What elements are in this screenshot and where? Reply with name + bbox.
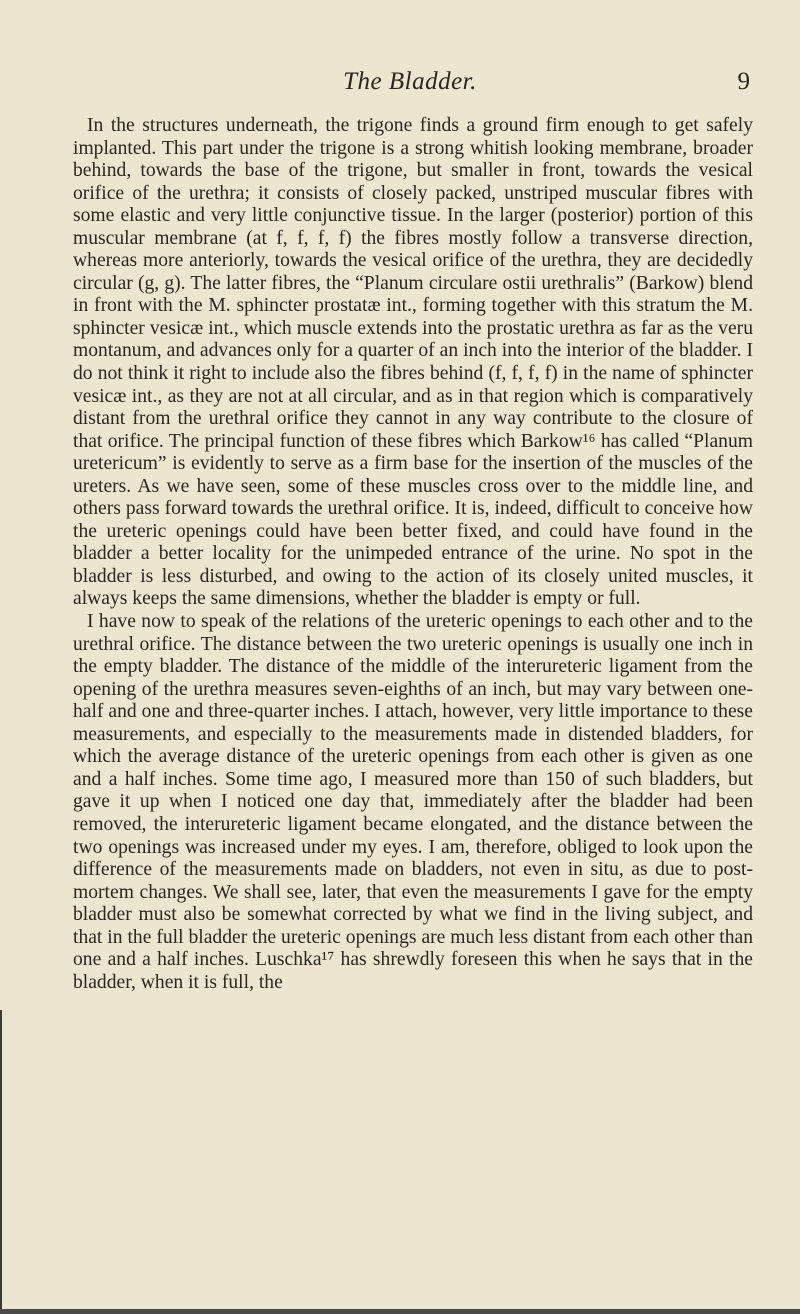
page-edge-shadow [0, 1010, 2, 1314]
paragraph: I have now to speak of the relations of the ureteric openings to each other and to the urethral orifice. The distance between the two ureteric openings is usually one inch in the empty bladder. The distance of the middle of the interureteric ligament from the opening of the urethra measures seven-eighths of an inch, but may vary between one-half and one and three-quarter inches. I attach, however, very little importance to these measurements, and especially to the measurements made in distended bladders, for which the average distance of the ureteric openings from each other is given as one and a half inches. Some time ago, I measured more than 150 of such bladders, but gave it up when I noticed one day that, immediately after the bladder had been removed, the interureteric ligament became elongated, and the distance between the two openings was increased under my eyes. I am, therefore, obliged to look upon the difference of the measurements made on bladders, not even in situ, as due to post-mortem changes. We shall see, later, that even the measurements I gave for the empty bladder must also be somewhat corrected by what we find in the living subject, and that in the full bladder the ureteric openings are much less distant from each other than one and a half inches. Luschka¹⁷ has shrewdly foreseen this when he says that in the bladder, when it is full, the [73, 611, 753, 993]
page-bottom-edge [0, 1309, 800, 1314]
running-title: The Bladder. [343, 68, 477, 95]
body-text [73, 115, 753, 994]
running-head [70, 68, 750, 102]
page-number: 9 [737, 68, 750, 95]
paragraph: In the structures underneath, the trigone finds a ground firm enough to get safely implanted. This part under the trigone is a strong whitish looking membrane, broader behind, towards the base of the trigone, but smaller in front, towards the vesical orifice of the urethra; it consists of closely packed, unstriped muscular fibres with some elastic and very little conjunctive tissue. In the larger (posterior) portion of this muscular membrane (at f, f, f, f) the fibres mostly follow a transverse direction, whereas more anteriorly, towards the vesical orifice of the urethra, they are decidedly circular (g, g). The latter fibres, the “Planum circulare ostii urethralis” (Barkow) blend in front with the M. sphincter prostatæ int., forming together with this stratum the M. sphincter vesicæ int., which muscle extends into the prostatic urethra as far as the veru montanum, and advances only for a quarter of an inch into the interior of the bladder. I do not think it right to include also the fibres behind (f, f, f, f) in the name of sphincter vesicæ int., as they are not at all circular, and as in that region which is comparatively distant from the urethral orifice they cannot in any way contribute to the closure of that orifice. The principal function of these fibres which Barkow¹⁶ has called “Planum uretericum” is evidently to serve as a firm base for the insertion of the muscles of the ureters. As we have seen, some of these muscles cross over to the middle line, and others pass forward towards the urethral orifice. It is, indeed, difficult to conceive how the ureteric openings could have been better fixed, and could have found in the bladder a better locality for the unimpeded entrance of the urine. No spot in the bladder is less disturbed, and owing to the action of its closely united muscles, it always keeps the same dimensions, whether the bladder is empty or full. [73, 115, 753, 610]
